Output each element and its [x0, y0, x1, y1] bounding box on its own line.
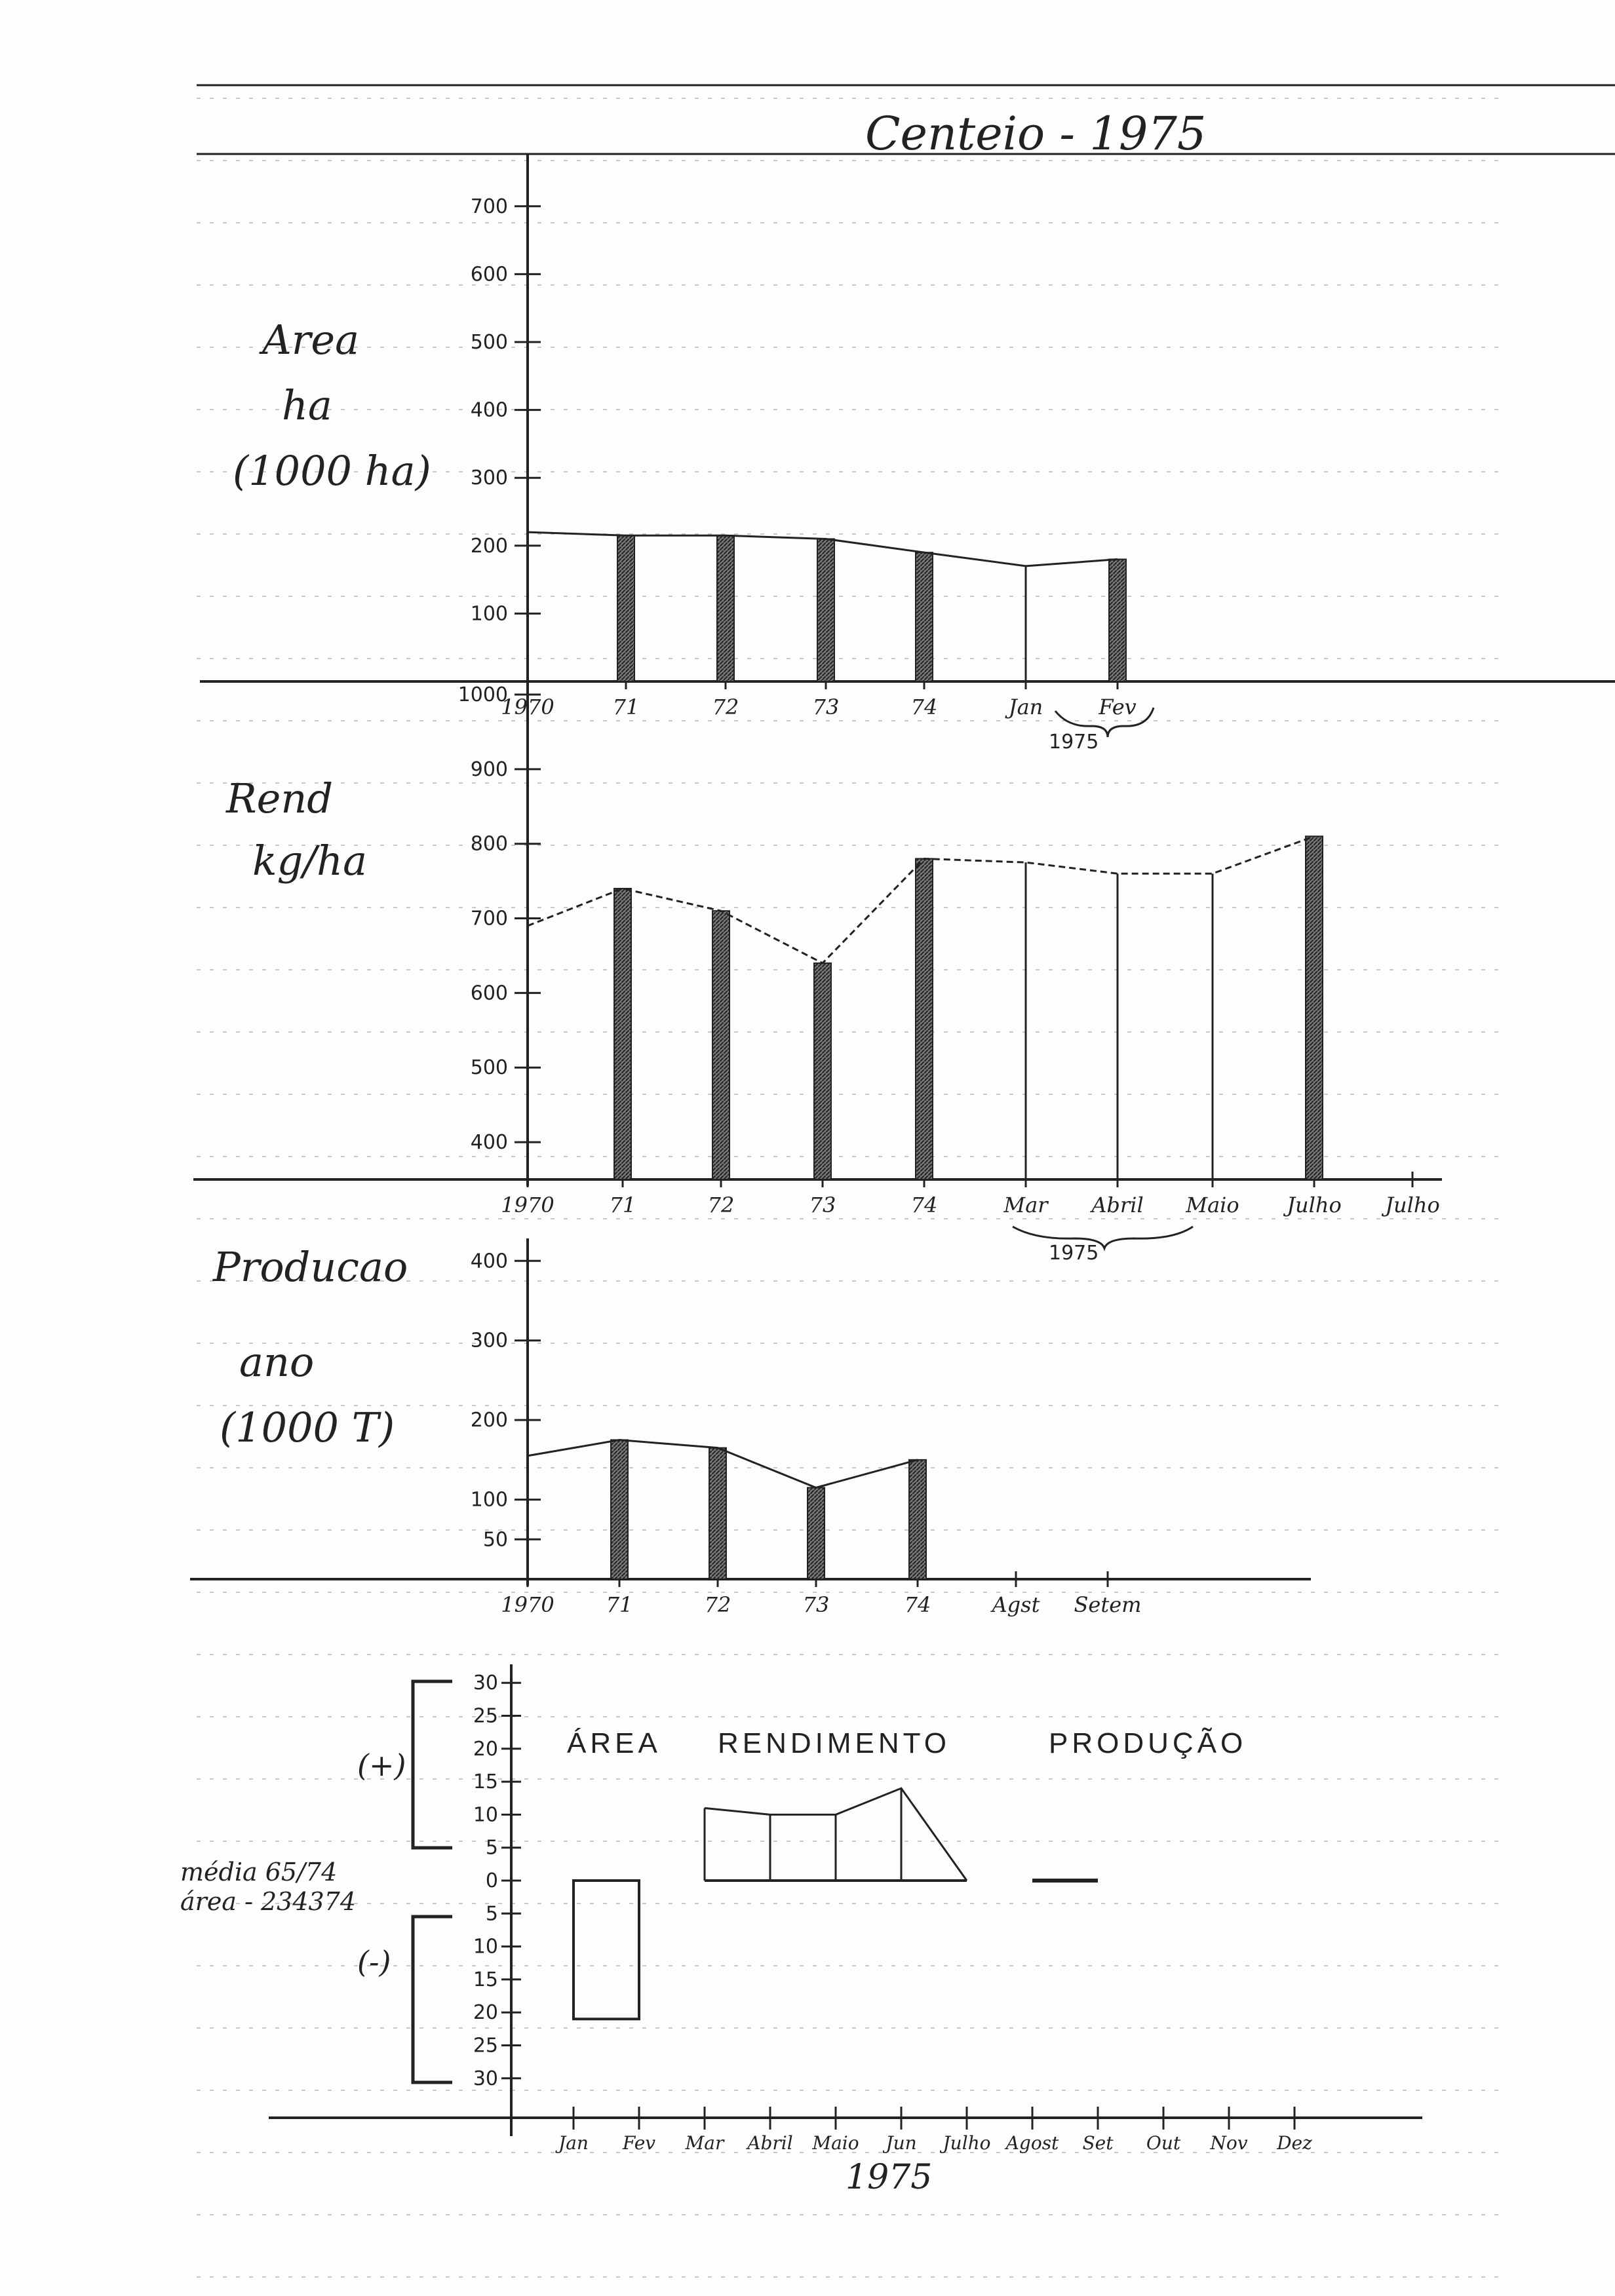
area-xtick-label: 74	[910, 695, 938, 719]
area-ytick-label: 100	[470, 602, 508, 626]
var-ytick-label: 5	[485, 1902, 498, 1926]
var-xtick-label: Jun	[885, 2132, 917, 2154]
rend-bar	[614, 889, 631, 1179]
area-xtick-label: Jan	[1008, 695, 1043, 719]
var-minus-label: (-)	[357, 1944, 391, 1980]
var-header-rendimento: RENDIMENTO	[718, 1727, 950, 1759]
var-xtick-label: Fev	[622, 2132, 656, 2154]
var-note-1: média 65/74	[180, 1858, 338, 1886]
prod-xtick-label: 1970	[501, 1592, 555, 1617]
area-ylabel-2: ha	[282, 381, 332, 429]
rend-xtick-label: 1970	[501, 1193, 555, 1217]
var-minus-bracket	[413, 1917, 452, 2082]
prod-bar	[709, 1448, 726, 1579]
area-xtick-label: 71	[612, 695, 640, 719]
prod-xtick-label: 73	[802, 1592, 830, 1617]
chart-title: Centeio - 1975	[865, 107, 1207, 161]
rend-group-label: 1975	[1049, 1242, 1099, 1265]
rend-xtick-label: Julho	[1287, 1193, 1342, 1217]
prod-ytick-label: 100	[470, 1488, 508, 1512]
prod-xtick-label: Setem	[1074, 1592, 1142, 1617]
var-ytick-label: 30	[473, 2067, 498, 2090]
prod-ytick-label: 400	[470, 1250, 508, 1273]
area-bar	[1109, 560, 1126, 681]
prod-xtick-label: Agst	[992, 1592, 1040, 1617]
var-plus-label: (+)	[357, 1748, 406, 1783]
area-bar	[717, 535, 734, 681]
prod-ylabel-1: Producao	[213, 1243, 408, 1291]
rend-xtick-label: 72	[707, 1193, 735, 1217]
area-group-label: 1975	[1049, 731, 1099, 754]
var-ytick-label: 10	[473, 1935, 498, 1959]
prod-ytick-label: 50	[482, 1528, 508, 1552]
var-ytick-label: 20	[473, 1737, 498, 1761]
var-ytick-label: 15	[473, 1968, 498, 1991]
rend-xtick-label: Mar	[1003, 1193, 1048, 1217]
var-ytick-label: 15	[473, 1770, 498, 1794]
area-xtick-label: Fev	[1099, 695, 1137, 719]
rend-ytick-label: 900	[470, 757, 508, 781]
area-ylabel-1: Area	[262, 316, 360, 364]
prod-xtick-label: 71	[606, 1592, 633, 1617]
rend-ytick-label: 1000	[457, 683, 508, 706]
rend-xtick-label: 74	[910, 1193, 938, 1217]
prod-panel	[190, 1238, 1311, 1617]
rend-xtick-label: 71	[609, 1193, 636, 1217]
var-ytick-label: 30	[473, 1672, 498, 1695]
var-xtick-label: Dez	[1277, 2132, 1312, 2154]
rend-ytick-label: 700	[470, 907, 508, 930]
var-xtick-label: Nov	[1210, 2132, 1248, 2154]
rend-ylabel-2: kg/ha	[252, 837, 368, 885]
var-xtick-label: Agost	[1005, 2132, 1059, 2154]
prod-xtick-label: 74	[904, 1592, 931, 1617]
rend-xtick-label: Maio	[1186, 1193, 1239, 1217]
area-xtick-label: 72	[712, 695, 739, 719]
var-ytick-label: 0	[485, 1869, 498, 1892]
var-xtick-label: Maio	[812, 2132, 859, 2154]
prod-bar	[808, 1487, 825, 1579]
prod-ytick-label: 200	[470, 1409, 508, 1432]
var-header-area: ÁREA	[567, 1727, 661, 1759]
prod-xtick-label: 72	[704, 1592, 731, 1617]
rend-ytick-label: 600	[470, 982, 508, 1005]
area-ytick-label: 200	[470, 534, 508, 558]
paper-grid	[197, 98, 1508, 2277]
rend-bar	[916, 858, 933, 1179]
rend-xtick-label: Julho	[1385, 1193, 1440, 1217]
rend-panel	[193, 683, 1442, 1265]
var-ytick-label: 5	[485, 1836, 498, 1860]
var-area-bar	[574, 1881, 639, 2019]
rend-bar	[814, 963, 831, 1179]
var-header-producao: PRODUÇÃO	[1049, 1727, 1247, 1759]
area-bar	[617, 535, 634, 681]
rend-bar	[1306, 836, 1323, 1179]
var-xlabel: 1975	[846, 2158, 933, 2197]
var-xtick-label: Mar	[685, 2132, 724, 2154]
var-xtick-label: Out	[1146, 2132, 1181, 2154]
area-ytick-label: 300	[470, 467, 508, 490]
area-bar	[916, 552, 933, 681]
area-ytick-label: 700	[470, 195, 508, 218]
var-ytick-label: 20	[473, 2001, 498, 2025]
prod-ylabel-3: (1000 T)	[220, 1404, 395, 1451]
area-panel	[200, 154, 1615, 754]
rend-ylabel-1: Rend	[226, 775, 333, 822]
rend-bar	[712, 911, 730, 1179]
rend-ytick-label: 500	[470, 1056, 508, 1080]
var-note-2: área - 234374	[180, 1887, 357, 1916]
area-xtick-label: 1970	[501, 695, 555, 719]
area-ylabel-3: (1000 ha)	[233, 447, 431, 495]
prod-bar	[909, 1460, 926, 1579]
rend-group-brace	[1013, 1227, 1193, 1248]
area-bar	[817, 539, 834, 681]
rend-xtick-label: 73	[809, 1193, 836, 1217]
rend-ytick-label: 800	[470, 832, 508, 856]
var-ytick-label: 25	[473, 2034, 498, 2057]
area-ytick-label: 400	[470, 398, 508, 422]
var-ytick-label: 10	[473, 1803, 498, 1827]
prod-bar	[611, 1440, 628, 1580]
rend-ytick-label: 400	[470, 1131, 508, 1155]
var-panel	[180, 1664, 1422, 2197]
area-xtick-label: 73	[812, 695, 840, 719]
var-ytick-label: 25	[473, 1704, 498, 1728]
var-xtick-label: Set	[1082, 2132, 1114, 2154]
prod-ytick-label: 300	[470, 1329, 508, 1352]
area-ytick-label: 500	[470, 331, 508, 354]
var-xtick-label: Julho	[943, 2132, 991, 2154]
var-plus-bracket	[413, 1681, 452, 1848]
var-xtick-label: Jan	[558, 2132, 589, 2154]
rend-xtick-label: Abril	[1091, 1193, 1144, 1217]
prod-ylabel-2: ano	[239, 1338, 315, 1386]
var-xtick-label: Abril	[747, 2132, 793, 2154]
area-ytick-label: 600	[470, 263, 508, 286]
